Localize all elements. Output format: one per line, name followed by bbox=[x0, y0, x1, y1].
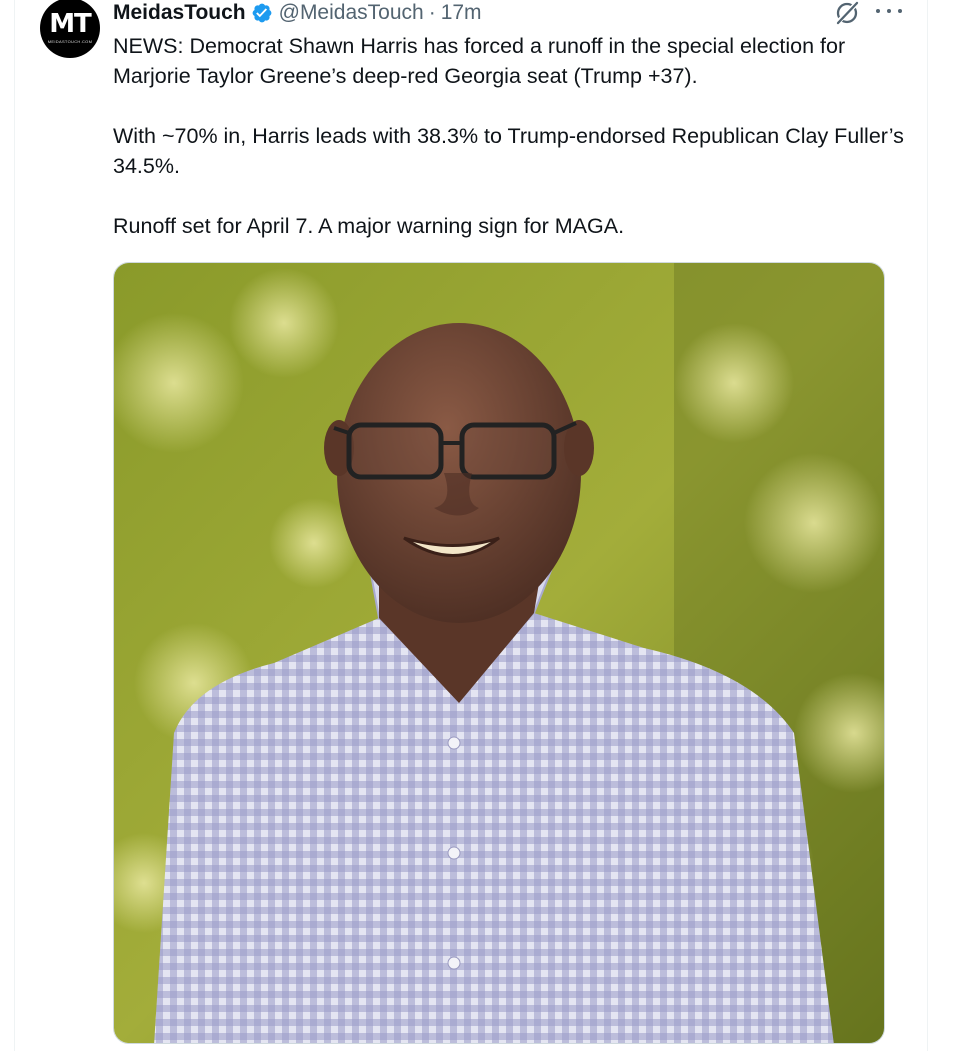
separator-dot: · bbox=[428, 1, 436, 24]
tweet-paragraph: With ~70% in, Harris leads with 38.3% to Trump-endorsed Republican Clay Fuller’s 34.5%. bbox=[113, 124, 904, 178]
display-name[interactable]: MeidasTouch bbox=[113, 1, 246, 24]
tweet-paragraph: NEWS: Democrat Shawn Harris has forced a runoff in the special election for Marjorie Taylor Greene’s deep-red Georgia seat (Trump +37). bbox=[113, 34, 846, 88]
tweet-photo[interactable] bbox=[113, 262, 885, 1044]
avatar-logo-text: MT bbox=[49, 9, 91, 39]
tweet-header bbox=[113, 0, 482, 26]
avatar-logo-subtext: MEIDASTOUCH.COM bbox=[47, 39, 93, 44]
grok-icon[interactable] bbox=[833, 0, 861, 27]
timestamp[interactable]: 17m bbox=[440, 1, 482, 24]
tweet-paragraph: Runoff set for April 7. A major warning sign for MAGA. bbox=[113, 214, 625, 238]
portrait-photo bbox=[114, 263, 885, 1044]
verified-badge-icon[interactable] bbox=[251, 2, 273, 24]
avatar[interactable] bbox=[40, 0, 100, 58]
tweet-text bbox=[113, 31, 913, 241]
more-options-icon[interactable] bbox=[876, 2, 902, 20]
author-handle[interactable]: @MeidasTouch bbox=[278, 1, 424, 24]
